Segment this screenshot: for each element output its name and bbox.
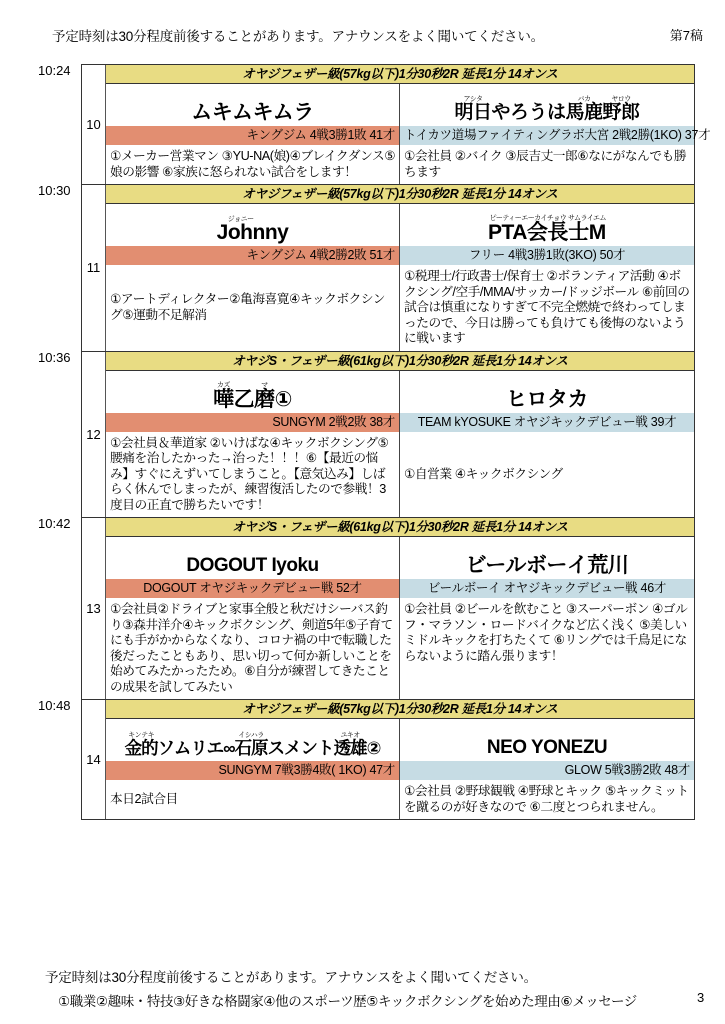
fighter-profile: ①会社員 ②ビールを飲むこと ③スーパーボン ④ゴルフ・マラソン・ロードバイクなど広く浅く ⑤美しいミドルキックを打ちたくて ⑥リングでは千鳥足にならないように踏ん張ります！ xyxy=(404,602,688,663)
fighter-record: GLOW 5戦3勝2敗 48才 xyxy=(400,761,694,780)
fighter-profile: ①アートディレクター②亀海喜寛④キックボクシング⑤運動不足解消 xyxy=(110,292,386,322)
fighter-name-box xyxy=(106,719,399,761)
fighter-name xyxy=(125,732,381,760)
fighter-name-part: ① xyxy=(274,387,292,411)
fighter-name-ruby: 金的キンテキ xyxy=(124,732,158,758)
red-corner xyxy=(106,84,400,184)
header-revision: 第7稿 xyxy=(669,28,703,43)
red-corner xyxy=(106,204,400,351)
blue-corner xyxy=(400,537,694,699)
fighter-name-box xyxy=(106,537,399,579)
fighter-name: ビールボーイ荒川 xyxy=(465,554,629,577)
footer-schedule-note: 予定時刻は30分程度前後することがあります。アナウンスをよく聞いてください。 xyxy=(45,970,537,985)
bout-body xyxy=(106,352,694,518)
bout-row xyxy=(82,700,694,820)
fighter-name: ヒロタカ xyxy=(506,387,588,411)
bout-number: 10 xyxy=(82,65,106,184)
fighter-profile: ①会社員②ドライブと家事全般と秋だけシーバス釣り③森井洋介④キックボクシング、剣道5年⑤子育てにも手がかからなくなり、コロナ禍の中で転職した後だったこともあり、思い切って何か新しいことを始めてみたかったため。⑥自分が練習してきたことの成果を試してみたい xyxy=(110,602,393,694)
blue-corner xyxy=(400,204,694,351)
bout-start-time: 10:30 xyxy=(38,183,71,198)
fighter-name-box xyxy=(106,84,399,126)
fighter-name-box xyxy=(400,371,694,413)
fighter-name: NEO YONEZU xyxy=(486,737,608,758)
corners xyxy=(106,537,694,699)
fighter-name-ruby: PTA会長ピーティーエーカイチョウ xyxy=(487,215,568,244)
weight-class-banner: オヤジフェザー級(57kg以下)1分30秒2R 延長1分 14オンス xyxy=(106,700,694,719)
fighter-name-box xyxy=(106,204,399,246)
bout-start-time: 10:36 xyxy=(38,349,71,365)
fighter-name: DOGOUT Iyoku xyxy=(186,555,319,576)
fighter-profile: ①自営業 ④キックボクシング xyxy=(404,466,563,481)
fighter-name-box xyxy=(400,719,694,761)
blue-corner xyxy=(400,719,694,819)
fighter-record: トイカツ道場ファイティングラボ大宮 2戦2勝(1KO) 37才 xyxy=(400,126,694,145)
fighter-record: DOGOUT オヤジキックデビュー戦 52才 xyxy=(106,579,399,598)
header-schedule-note: 予定時刻は30分程度前後することがあります。アナウンスをよく聞いてください。 xyxy=(52,29,544,44)
fighter-name-part: やろうは xyxy=(491,102,566,123)
fighter-name-part: ソムリエ∞ xyxy=(157,738,235,758)
fighter-record: キングジム 4戦2勝2敗 51才 xyxy=(106,246,399,265)
corners xyxy=(106,84,711,184)
fighter-profile: 本日2試合目 xyxy=(110,791,178,806)
time-column xyxy=(0,0,81,1024)
fighter-record: ビールボーイ オヤジキックデビュー戦 46才 xyxy=(400,579,694,598)
fighter-name-box xyxy=(400,204,694,246)
fighter-profile: ①会社員 ②野球観戦 ④野球とキック ⑤キックミットを蹴るのが好きなので ⑥二度とつられません。 xyxy=(404,784,689,814)
fighter-name: ムキムキムラ xyxy=(191,101,314,124)
fighter-name-ruby: 磨マ xyxy=(254,381,275,411)
fighter-record: SUNGYM 7戦3勝4敗( 1KO) 47才 xyxy=(106,761,399,780)
blue-corner xyxy=(400,84,711,184)
red-corner xyxy=(106,371,400,518)
fighter-record: キングジム 4戦3勝1敗 41才 xyxy=(106,126,399,145)
footer-page-number: 3 xyxy=(697,990,705,1005)
bout-body xyxy=(106,65,711,184)
red-corner xyxy=(106,719,400,819)
fighter-profile: ①税理士/行政書士/保育士 ②ボランティア活動 ④ボクシング/空手/MMA/サッカー/ドッジボール ⑥前回の試合は慎重になりすぎて不完全燃焼で終わってしまったので、今日は勝っても負けても後悔のないように戦います xyxy=(404,269,690,345)
bout-row xyxy=(82,518,694,700)
weight-class-banner: オヤジS・フェザー級(61kg以下)1分30秒2R 延長1分 14オンス xyxy=(106,518,694,537)
fighter-name-part: 乙 xyxy=(233,387,255,411)
red-corner xyxy=(106,537,400,699)
bout-row xyxy=(82,65,711,185)
footer-legend: ①職業②趣味・特技③好きな格闘家④他のスポーツ歴⑤キックボクシングを始めた理由⑥メッセージ xyxy=(58,994,637,1009)
fighter-record: SUNGYM 2戦2敗 38才 xyxy=(106,413,399,432)
bout-number: 13 xyxy=(82,518,106,699)
fighter-name-ruby: 石原イシハラ xyxy=(234,732,268,758)
weight-class-banner: オヤジフェザー級(57kg以下)1分30秒2R 延長1分 14オンス xyxy=(106,185,694,204)
fighter-name xyxy=(454,96,639,125)
bout-start-time: 10:24 xyxy=(38,63,71,78)
fighter-profile: ①メーカー営業マン ③YU-NA(娘)④ブレイクダンス⑤娘の影響 ⑥家族に怒られない試合をします！ xyxy=(110,149,396,179)
page-header xyxy=(0,25,725,47)
bout-body xyxy=(106,185,694,351)
fighter-name-ruby: 士Mサムライエム xyxy=(567,215,607,244)
fighter-name-ruby: 透雄ユキオ xyxy=(333,732,367,758)
fighter-name-box xyxy=(106,371,399,413)
bout-number: 12 xyxy=(82,352,106,518)
bout-body xyxy=(106,700,694,819)
weight-class-banner: オヤジS・フェザー級(61kg以下)1分30秒2R 延長1分 14オンス xyxy=(106,352,694,371)
fighter-name-part: スメント xyxy=(267,738,334,758)
fighter-name-ruby: 嘩カズ xyxy=(213,381,234,411)
fighter-name xyxy=(213,382,292,412)
bout-table xyxy=(81,64,711,820)
bout-row xyxy=(82,185,694,352)
fighter-profile: ①会社員 ②バイク ③辰吉丈一郎⑥なにがなんでも勝ちます xyxy=(404,149,687,179)
fighter-name-part: ny xyxy=(264,221,289,244)
fighter-name-ruby: 野郎ヤロウ xyxy=(602,96,640,123)
fighter-profile: ①会社員＆華道家 ②いけばな④キックボクシング⑤腰痛を治したかった→治った！！！⑥【最近の悩み】すぐにえずいてしまうこと。【意気込み】しばらく休んでしまったが、練習復活したので参戦！3度目の正直で勝ちたいです！ xyxy=(110,435,389,512)
fighter-name-ruby: 馬鹿バカ xyxy=(565,96,603,123)
fighter-record: TEAM kYOSUKE オヤジキックデビュー戦 39才 xyxy=(400,413,694,432)
bout-start-time: 10:48 xyxy=(38,698,71,713)
bout-row xyxy=(82,352,694,519)
bout-body xyxy=(106,518,694,699)
fighter-name xyxy=(488,215,606,245)
bout-start-time: 10:42 xyxy=(38,516,71,531)
corners xyxy=(106,371,694,518)
fighter-name xyxy=(217,216,289,245)
fighter-record: フリー 4戦3勝1敗(3KO) 50才 xyxy=(400,246,694,265)
fighter-name-box xyxy=(400,84,694,126)
fighter-name-box xyxy=(400,537,694,579)
corners xyxy=(106,204,694,351)
corners xyxy=(106,719,694,819)
bout-number: 11 xyxy=(82,185,106,351)
fighter-name-ruby: Johnジョニー xyxy=(216,216,265,244)
blue-corner xyxy=(400,371,694,518)
weight-class-banner: オヤジフェザー級(57kg以下)1分30秒2R 延長1分 14オンス xyxy=(106,65,694,84)
fighter-name-ruby: 明日アシタ xyxy=(454,96,492,123)
bout-number: 14 xyxy=(82,700,106,819)
fighter-name-part: ② xyxy=(366,738,381,758)
